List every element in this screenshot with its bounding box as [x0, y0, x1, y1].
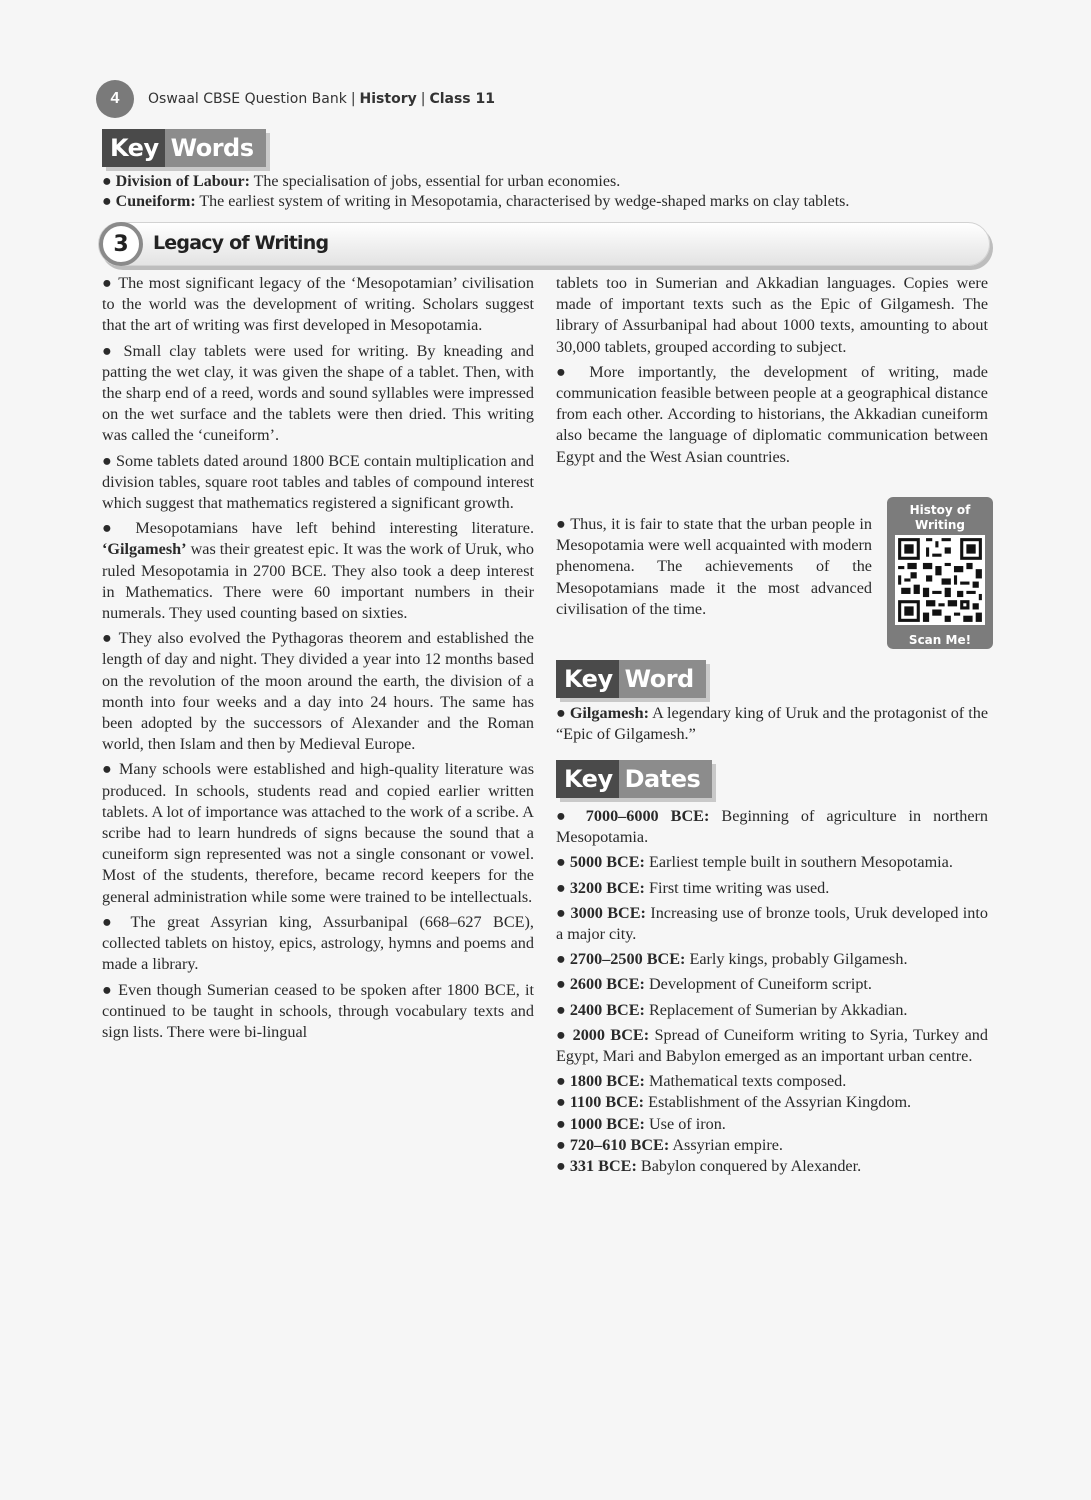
list-item: ● 2400 BCE: Replacement of Sumerian by Akkadian. [556, 1000, 908, 1019]
key-word-tag [556, 660, 706, 698]
qr-card[interactable] [887, 497, 993, 649]
paragraph: ● The great Assyrian king, Assurbanipal (668–627 BCE), collected tablets on histoy, epics, astrology, hymns and poems and made a library. [102, 912, 534, 974]
key-dates-list [556, 806, 988, 1177]
running-title: Oswaal CBSE Question Bank | History | Class 11 [148, 91, 495, 107]
subject-name: History [359, 91, 417, 107]
paragraph: ● Mesopotamians have left behind interesting literature. ‘Gilgamesh’ was their greatest epic. It was the work of Uruk, who ruled Mesopotamia in 2700 BCE. They also took a deep interest in Mathematics. There were 60 important numbers in their numerals. They used counting based on sixties. [102, 519, 535, 623]
key-word-definition: ● Gilgamesh: A legendary king of Uruk and the protagonist of the “Epic of Gilgamesh.” [556, 704, 989, 744]
paragraph: ● Small clay tablets were used for writing. By kneading and patting the wet clay, it was given the shape of a tablet. Then, with the sharp end of a reed, words and sound syllables were impressed on the wet surface and the tablets were then dried. This writing was called the ‘cuneiform’. [102, 341, 534, 445]
list-item: ● 2000 BCE: Spread of Cuneiform writing to Syria, Turkey and Egypt, Mari and Babylon emerged as an important urban centre. [556, 1025, 988, 1066]
publisher-name: Oswaal CBSE Question Bank [148, 91, 347, 107]
right-column-qr-text [556, 514, 872, 624]
qr-code-icon[interactable] [895, 535, 985, 625]
list-item: ● 720–610 BCE: Assyrian empire. [556, 1135, 783, 1154]
list-item: ● 7000–6000 BCE: Beginning of agriculture in northern Mesopotamia. [556, 807, 988, 847]
page-number: 4 [96, 80, 134, 118]
class-label: Class 11 [429, 91, 495, 107]
key-words-tag-words: Words [165, 129, 266, 167]
paragraph: ● Many schools were established and high-quality literature was produced. In schools, students read and copied earlier written tablets. A lot of importance was attached to the work of a scribe. A scribe had to learn hundreds of signs because the sound that a cuneiform sign represented was not a single consonant or vowel. Most of the students, therefore, became record keepers for the general administration while some were trained to be intellectuals. [102, 760, 534, 906]
list-item: ● 331 BCE: Babylon conquered by Alexander. [556, 1157, 862, 1176]
list-item: ● 5000 BCE: Earliest temple built in southern Mesopotamia. [556, 853, 953, 872]
list-item: ● 1800 BCE: Mathematical texts composed. [556, 1072, 847, 1091]
key-dates-tag-dates: Dates [619, 760, 713, 798]
list-item: ● 1100 BCE: Establishment of the Assyrian Kingdom. [556, 1093, 912, 1112]
list-item: ● 2600 BCE: Development of Cuneiform script. [556, 975, 872, 994]
list-item: ● 3200 BCE: First time writing was used. [556, 878, 830, 897]
paragraph: ● More importantly, the development of writing, made communication feasible between people at a geographical distance from each other. According to historians, the Akkadian cuneiform also became the language of diplomatic communication between Egypt and the West Asian countries. [556, 362, 988, 466]
qr-card-footer: Scan Me! [908, 633, 972, 647]
section-title: Legacy of Writing [153, 232, 329, 254]
list-item: ● 3000 BCE: Increasing use of bronze tools, Uruk developed into a major city. [556, 903, 988, 944]
paragraph: ● Some tablets dated around 1800 BCE contain multiplication and division tables, square root tables and tables of compound interest which suggest that mathematics registered a significant growth. [102, 451, 535, 513]
key-words-list [102, 172, 982, 212]
paragraph: ● Even though Sumerian ceased to be spoken after 1800 BCE, it continued to be taught in schools, through vocabulary texts and sign lists. There were bi-lingual [102, 980, 534, 1041]
paragraph: ● The most significant legacy of the ‘Mesopotamian’ civilisation to the world was the development of writing. Scholars suggest that the art of writing was first developed in Mesopotamia. [102, 274, 534, 335]
left-column [102, 273, 534, 1047]
key-words-tag-key: Key [102, 129, 165, 167]
key-word-tag-key: Key [556, 660, 619, 698]
list-item: ● 1000 BCE: Use of iron. [556, 1114, 726, 1133]
list-item: ● 2700–2500 BCE: Early kings, probably Gilgamesh. [556, 950, 908, 969]
key-dates-tag [556, 760, 712, 798]
right-column [556, 273, 988, 472]
paragraph: ● They also evolved the Pythagoras theorem and established the length of day and night. They divided a year into 12 months based on the revolution of the moon around the earth, the division of a month into four weeks and a day into 24 hours. The same has been adopted by the successors of Alexander and the Roman world, then Islam and then by Medieval Europe. [102, 629, 534, 754]
list-item: ● Division of Labour: The specialisation of jobs, essential for urban economies. [102, 173, 621, 190]
key-words-tag [102, 129, 266, 167]
page-header [96, 80, 495, 118]
section-heading-bar [98, 222, 990, 266]
key-dates-tag-key: Key [556, 760, 619, 798]
key-word-tag-word: Word [619, 660, 706, 698]
paragraph: ● Thus, it is fair to state that the urban people in Mesopotamia were well acquainted with modern phenomena. The achievements of the Mesopotamians made it the most advanced civilisation of the time. [556, 515, 873, 618]
section-number: 3 [99, 222, 143, 266]
list-item: ● Cuneiform: The earliest system of writing in Mesopotamia, characterised by wedge-shaped marks on clay tablets. [102, 193, 850, 210]
paragraph: tablets too in Sumerian and Akkadian languages. Copies were made of important texts such as the Epic of Gilgamesh. The library of Assurbanipal had about 1000 texts, amounting to about 30,000 tablets, grouped according to subject. [556, 274, 988, 356]
qr-card-title: Histoy of Writing [909, 503, 971, 532]
